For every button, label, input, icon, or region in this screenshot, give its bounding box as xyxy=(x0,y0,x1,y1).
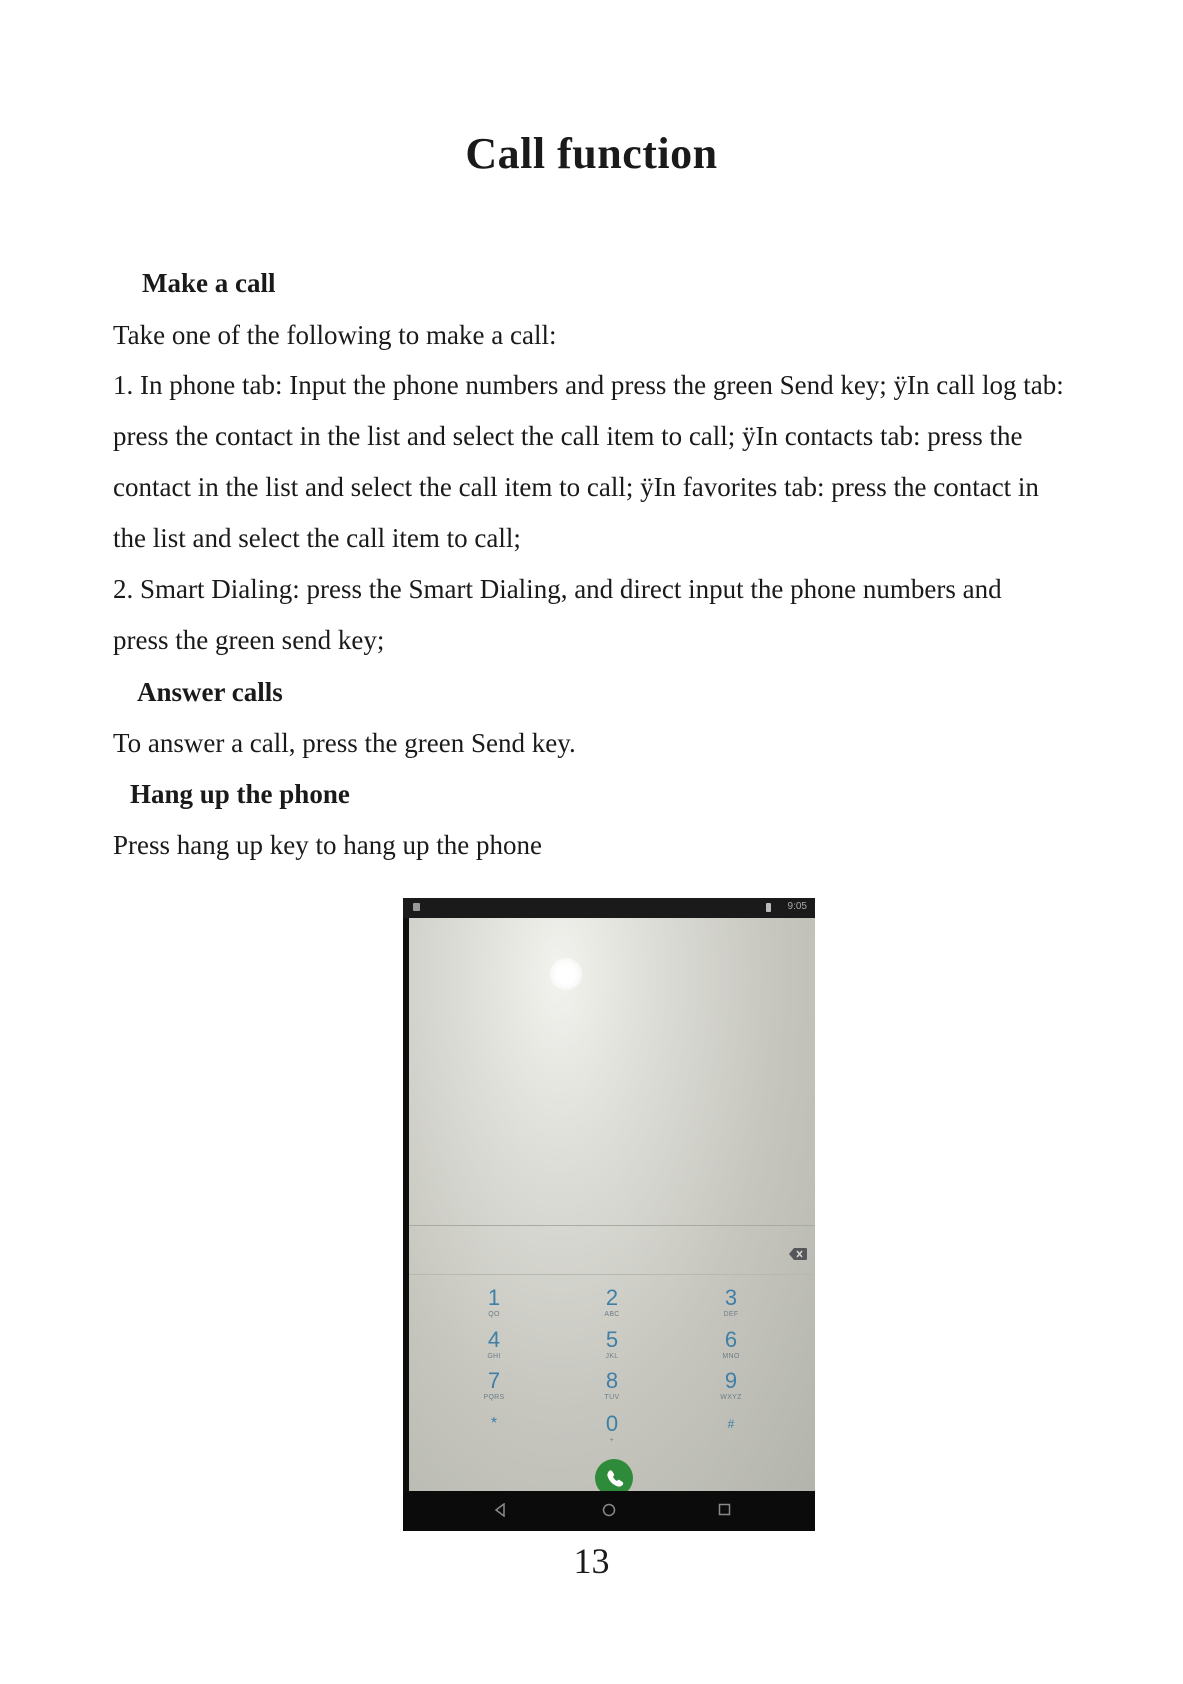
dial-key-hash[interactable] xyxy=(701,1412,761,1436)
back-icon[interactable] xyxy=(494,1503,506,1517)
heading-make-a-call: Make a call xyxy=(142,268,276,298)
dial-key-1[interactable] xyxy=(464,1286,524,1319)
key-digit: 2 xyxy=(605,1285,619,1310)
dial-key-8[interactable] xyxy=(582,1369,642,1402)
light-glare xyxy=(550,958,582,990)
battery-icon xyxy=(766,903,771,912)
answer-text: To answer a call, press the green Send key. xyxy=(113,728,576,758)
key-digit: 9 xyxy=(724,1368,738,1393)
paragraph-line: contact in the list and select the call item to call; ÿIn favorites tab: press the contact in xyxy=(113,472,1039,502)
key-letters: GHI xyxy=(487,1353,501,1360)
status-bar xyxy=(403,898,815,918)
key-digit: # xyxy=(727,1417,735,1431)
dial-key-7[interactable] xyxy=(464,1369,524,1402)
paragraph-line: press the green send key; xyxy=(113,625,385,655)
key-digit: 7 xyxy=(487,1368,501,1393)
key-digit: 4 xyxy=(487,1327,501,1352)
key-digit: 3 xyxy=(724,1285,738,1310)
key-letters: + xyxy=(609,1437,615,1444)
navigation-bar xyxy=(403,1491,815,1531)
key-digit: 0 xyxy=(605,1411,619,1436)
key-letters: QO xyxy=(488,1311,500,1318)
key-digit: * xyxy=(490,1415,498,1432)
key-letters: WXYZ xyxy=(720,1394,742,1401)
lock-icon xyxy=(413,903,420,911)
page-title: Call function xyxy=(465,129,718,178)
dial-key-2[interactable] xyxy=(582,1286,642,1319)
page-number: 13 xyxy=(573,1541,610,1581)
paragraph-line: 1. In phone tab: Input the phone numbers and press the green Send key; ÿIn call log tab: xyxy=(113,370,1064,400)
dial-key-3[interactable] xyxy=(701,1286,761,1319)
key-letters: DEF xyxy=(723,1311,739,1318)
home-icon[interactable] xyxy=(602,1503,616,1517)
backspace-icon[interactable] xyxy=(789,1248,807,1260)
paragraph-line: Take one of the following to make a call: xyxy=(113,320,557,350)
dial-key-5[interactable] xyxy=(582,1328,642,1361)
dial-key-9[interactable] xyxy=(701,1369,761,1402)
divider xyxy=(409,1225,815,1226)
key-letters: MNO xyxy=(722,1353,740,1360)
key-digit: 5 xyxy=(605,1327,619,1352)
dial-key-star[interactable] xyxy=(464,1412,524,1436)
key-digit: 1 xyxy=(487,1285,501,1310)
key-letters: JKL xyxy=(605,1353,619,1360)
dial-key-4[interactable] xyxy=(464,1328,524,1361)
heading-answer-calls: Answer calls xyxy=(137,677,283,707)
dial-key-0[interactable] xyxy=(582,1412,642,1445)
dial-key-6[interactable] xyxy=(701,1328,761,1361)
key-digit: 8 xyxy=(605,1368,619,1393)
key-letters: PQRS xyxy=(483,1394,505,1401)
divider xyxy=(409,1274,815,1275)
hangup-text: Press hang up key to hang up the phone xyxy=(113,830,542,860)
paragraph-line: the list and select the call item to call; xyxy=(113,523,521,553)
status-time: 9:05 xyxy=(787,901,807,912)
key-digit: 6 xyxy=(724,1327,738,1352)
paragraph-line: 2. Smart Dialing: press the Smart Dialing, and direct input the phone numbers and xyxy=(113,574,1002,604)
key-letters: TUV xyxy=(604,1394,620,1401)
recents-icon[interactable] xyxy=(718,1503,731,1516)
heading-hang-up: Hang up the phone xyxy=(130,779,350,809)
paragraph-line: press the contact in the list and select the call item to call; ÿIn contacts tab: press the xyxy=(113,421,1023,451)
dialer-screen xyxy=(409,918,815,1491)
key-letters: ABC xyxy=(604,1311,620,1318)
phone-dialer-photo xyxy=(403,898,815,1531)
